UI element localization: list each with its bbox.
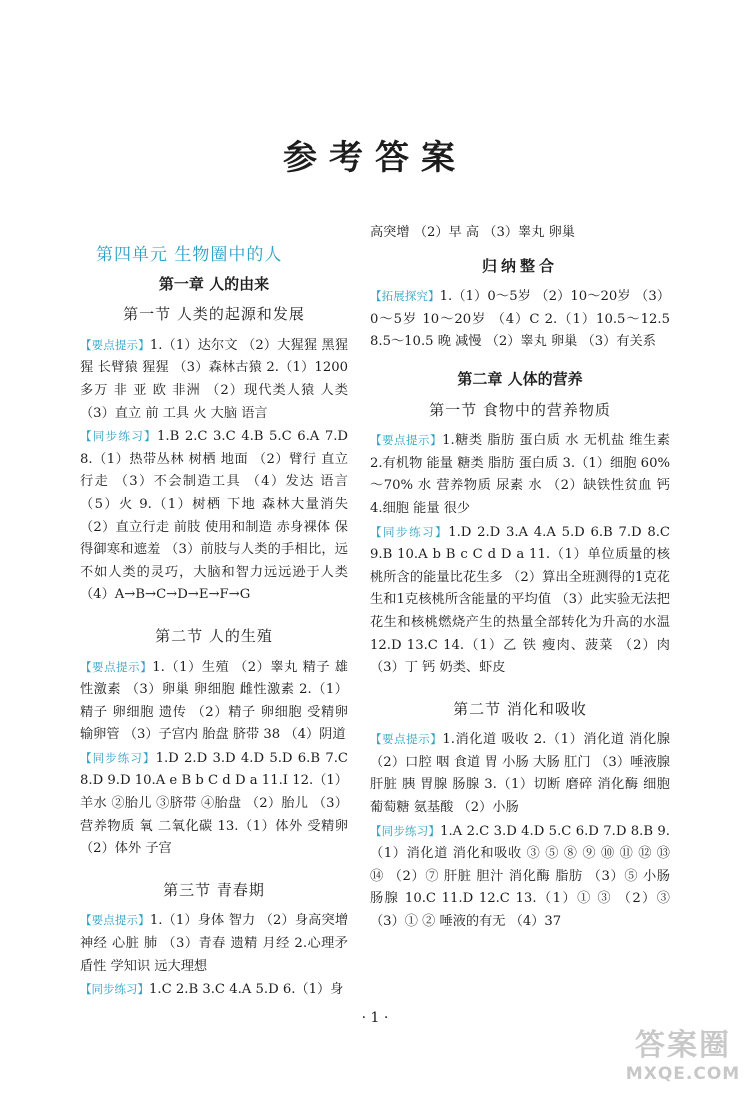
- section-3-practice: [80, 978, 348, 1002]
- r-section-1-tips: [370, 429, 670, 520]
- practice-text: 1.C 2.B 3.C 4.A 5.D 6.（1）身: [149, 982, 344, 998]
- tips-text: 1.（1）身体 智力 （2）身高突增 神经 心脏 肺 （3）青春 遗精 月经 2.心理矛盾性 学知识 远大理想: [80, 913, 349, 974]
- practice-tag: 【同步练习】: [370, 823, 441, 838]
- practice-text: 1.A 2.C 3.D 4.D 5.C 6.D 7.D 8.B 9.（1）消化道 消化和吸收 ③ ⑤ ⑧ ⑨ ⑩ ⑪ ⑫ ⑬ ⑭ （2）⑦ 肝脏 胆汁 消化酶 脂肪 （3）⑤ 小肠 肠腺 10.C 11.D 12.C 13.（1）① ③ （2）③ （3）① ② 唾液的有无 （4）37: [370, 823, 671, 930]
- practice-text: 1.D 2.D 3.A 4.A 5.D 6.B 7.D 8.C 9.B 10.A b B c C d D a 11.（1）单位质量的核桃所含的能量比花生多 （2）算出全班测得的1克花生和1克核桃所含能量的平均值 （3）此实验无法把花生和核桃燃烧产生的热量全部转化为升高的水温 12.D 13.C 14.（1）乙 铁 瘦肉、菠菜 （2）肉 （3）丁 钙 奶类、虾皮: [370, 524, 671, 676]
- left-column: [80, 240, 348, 1002]
- practice-tag: 【同步练习】: [370, 524, 449, 539]
- watermark-line-1: 答案圈: [635, 1028, 731, 1063]
- section-3-tips: [80, 909, 348, 978]
- section-3-title: 第三节 青春期: [163, 880, 265, 899]
- section-1-title: 第一节 人类的起源和发展: [123, 305, 305, 324]
- tips-text: 1.（1）达尔文 （2）大猩猩 黑猩猩 长臂猿 猩猩 （3）森林古猿 2.（1）1200多万 非 亚 欧 非洲 （2）现代类人猿 人类 （3）直立 前 工具 火 大脑 语言: [80, 337, 349, 421]
- r-section-1-practice: [370, 521, 670, 680]
- watermark-logo: [624, 1020, 742, 1084]
- tips-tag: 【要点提示】: [370, 732, 443, 747]
- page-number: · 1 ·: [361, 1010, 389, 1026]
- unit-title: 第四单元 生物圈中的人: [96, 245, 283, 265]
- practice-text: 1.D 2.D 3.D 4.D 5.D 6.B 7.C 8.D 9.D 10.A e B b C d D a 11.I 12.（1）羊水 ②胎儿 ③脐带 ④胎盘 （2）胎儿 （3）营养物质 氧 二氧化碳 13.（1）体外 受精卵 （2）体外 子宫: [80, 750, 348, 857]
- section-2-practice: [80, 747, 348, 861]
- section-1-practice: [80, 425, 348, 607]
- tips-tag: 【要点提示】: [80, 659, 153, 674]
- extension-text: 1.（1）0～5岁 （2）10～20岁 （3）0～5岁 10～20岁 （4）C 2.（1）10.5～12.5 8.5～10.5 晚 减慢 （2）睾丸 卵巢 （3）有关系: [370, 289, 671, 350]
- practice-text: 1.B 2.C 3.C 4.B 5.C 6.A 7.D 8.（1）热带丛林 树栖 地面 （2）臂行 直立行走 （3）不会制造工具 （4）发达 语言 （5）火 9.（1）树栖 下地 森林大量消失 （2）直立行走 前肢 使用和制造 赤身裸体 保得御寒和遮羞 （3）前肢与人类的手相比，远不如人类的灵巧，大脑和智力远远逊于人类 （4）A→B→C→D→E→F→G: [80, 429, 349, 603]
- tips-tag: 【要点提示】: [80, 913, 150, 928]
- r-section-2-tips: [370, 728, 670, 819]
- chapter-1-title: 第一章 人的由来: [158, 274, 270, 293]
- practice-tag: 【同步练习】: [80, 982, 149, 997]
- practice-tag: 【同步练习】: [80, 429, 158, 444]
- r-section-2-practice: [370, 820, 670, 934]
- tips-text: 1.（1）生殖 （2）睾丸 精子 雄性激素 （3）卵巢 卵细胞 雌性激素 2.（1）精子 卵细胞 遗传 （2）精子 卵细胞 受精卵 输卵管 （3）子宫内 胎盘 脐带 38 （4）阴道: [80, 659, 348, 743]
- continued-text: 高突增 （2）早 高 （3）睾丸 卵巢: [370, 225, 575, 240]
- summary-title: 归纳整合: [481, 256, 558, 275]
- practice-tag: 【同步练习】: [80, 750, 156, 765]
- chapter-2-title: 第二章 人体的营养: [457, 369, 583, 388]
- right-column: [370, 222, 670, 934]
- section-1-tips: [80, 334, 348, 425]
- tips-tag: 【要点提示】: [80, 337, 150, 352]
- tips-text: 1.消化道 吸收 2.（1）消化道 消化腺 （2）口腔 咽 食道 胃 小肠 大肠 肛门 （3）唾液腺 肝脏 胰 胃腺 肠腺 3.（1）切断 磨碎 消化酶 细胞 葡萄糖 氨基酸 （2）小肠: [370, 732, 670, 816]
- extension-block: [370, 285, 670, 354]
- tips-tag: 【要点提示】: [370, 433, 443, 448]
- watermark-line-2: MXQE.COM: [625, 1064, 741, 1084]
- tips-text: 1.糖类 脂肪 蛋白质 水 无机盐 维生素 2.有机物 能量 糖类 脂肪 蛋白质 3.（1）细胞 60%～70% 水 营养物质 尿素 水 （2）缺铁性贫血 钙 4.细胞 能量 很少: [370, 433, 670, 516]
- page-title: 参考答案: [283, 138, 467, 178]
- section-2-tips: [80, 656, 348, 747]
- section-2-title: 第二节 人的生殖: [155, 626, 273, 645]
- extension-tag: 【拓展探究】: [370, 289, 440, 304]
- r-section-1-title: 第一节 食物中的营养物质: [429, 400, 611, 419]
- r-section-2-title: 第二节 消化和吸收: [453, 699, 587, 718]
